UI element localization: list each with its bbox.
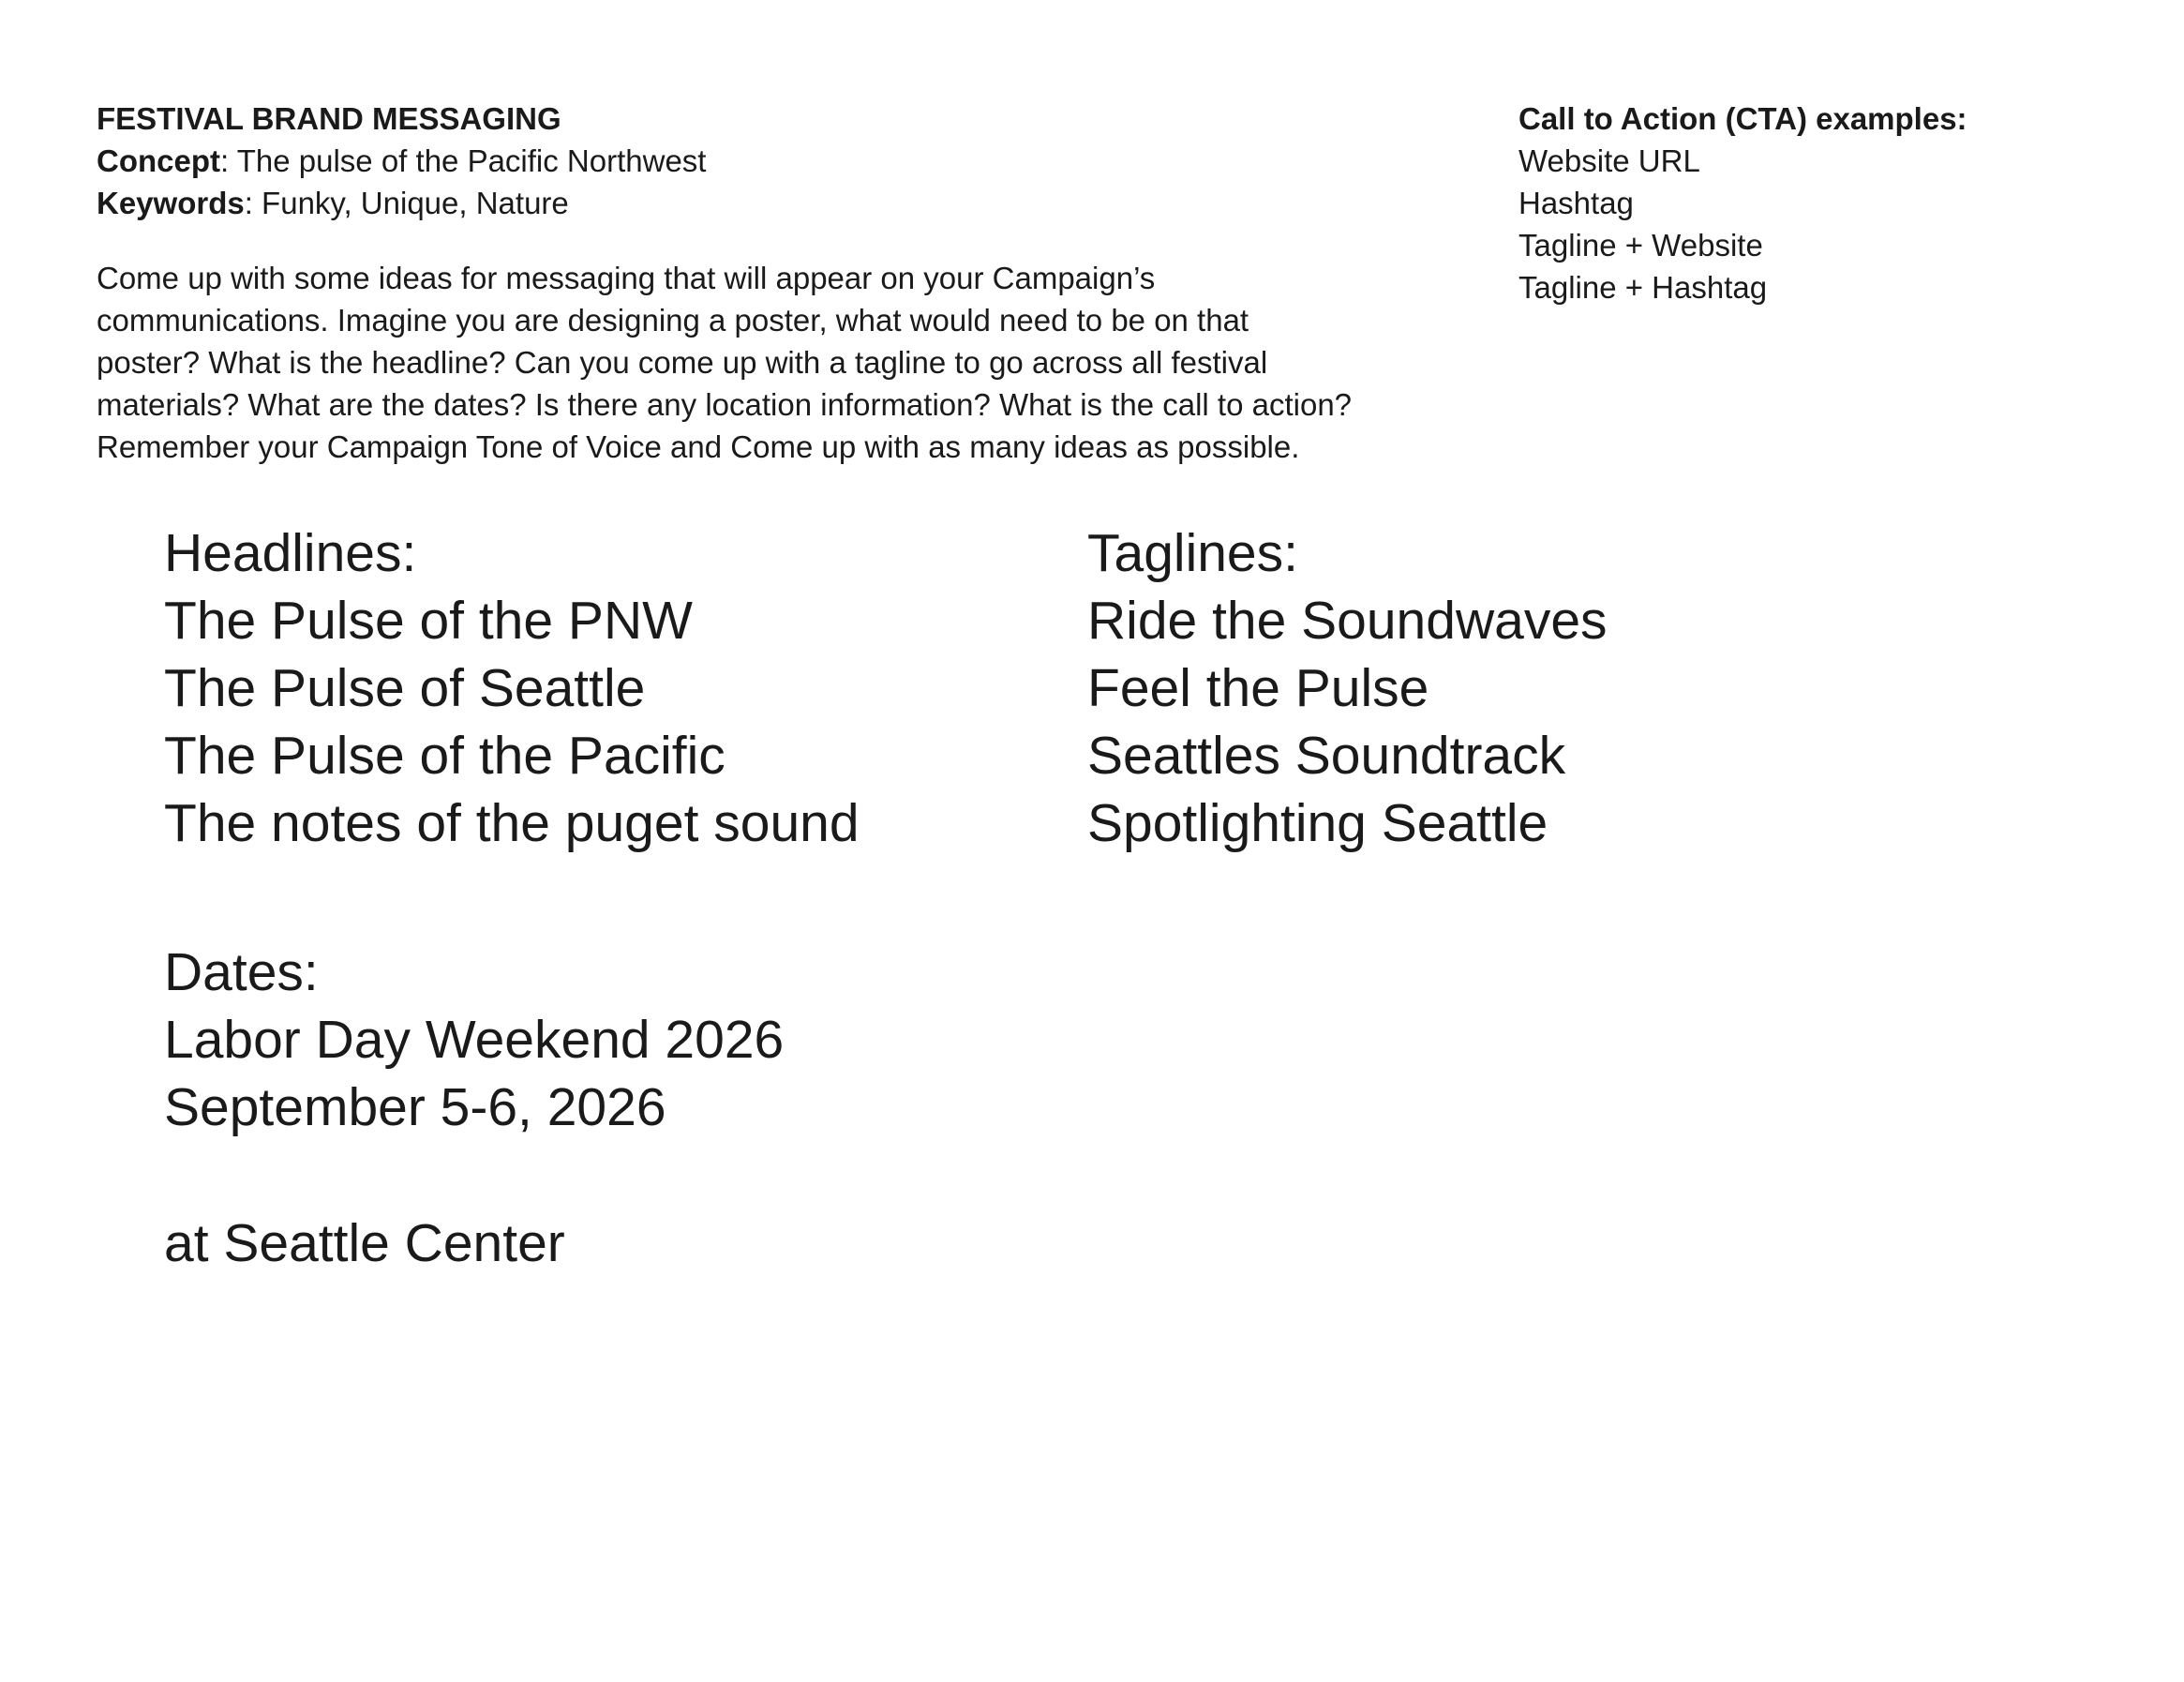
taglines-section [1087,519,1931,857]
tagline-item: Spotlighting Seattle [1087,793,1548,853]
brief-instructions: Come up with some ideas for messaging that will appear on your Campaign’s communications. Imagine you are designing a poster, what would need to be on that poster? What is the headline? Can you come up with a tagline to go across all festival materials? What are the dates? Is there any location information? What is the call to action? Remember your Campaign Tone of Voice and Come up with as many ideas as possible. [97,261,1353,464]
brief-section [97,98,1493,468]
cta-item: Hashtag [1518,186,1634,220]
cta-heading: Call to Action (CTA) examples: [1518,101,1967,136]
concept-line [97,140,1493,182]
dates-heading: Dates: [164,942,319,1002]
cta-item: Website URL [1518,143,1700,178]
concept-label: Concept [97,143,220,178]
location-text: at Seattle Center [164,1213,565,1273]
keywords-value: : Funky, Unique, Nature [244,186,569,220]
headlines-section [164,519,1026,857]
cta-item: Tagline + Hashtag [1518,270,1768,305]
keywords-label: Keywords [97,186,245,220]
taglines-heading: Taglines: [1087,523,1298,583]
tagline-item: Ride the Soundwaves [1087,591,1608,651]
headline-item: The Pulse of the Pacific [164,726,726,786]
concept-value: : The pulse of the Pacific Northwest [220,143,707,178]
location-section [164,1209,1026,1277]
cta-section [1518,98,2156,308]
headlines-heading: Headlines: [164,523,417,583]
headline-item: The notes of the puget sound [164,793,860,853]
dates-section [164,939,1026,1141]
date-item: September 5-6, 2026 [164,1077,666,1137]
cta-item: Tagline + Website [1518,228,1763,263]
keywords-line [97,182,1493,224]
tagline-item: Feel the Pulse [1087,658,1429,718]
headline-item: The Pulse of the PNW [164,591,693,651]
headline-item: The Pulse of Seattle [164,658,646,718]
tagline-item: Seattles Soundtrack [1087,726,1566,786]
brief-title: FESTIVAL BRAND MESSAGING [97,101,561,136]
date-item: Labor Day Weekend 2026 [164,1010,785,1070]
